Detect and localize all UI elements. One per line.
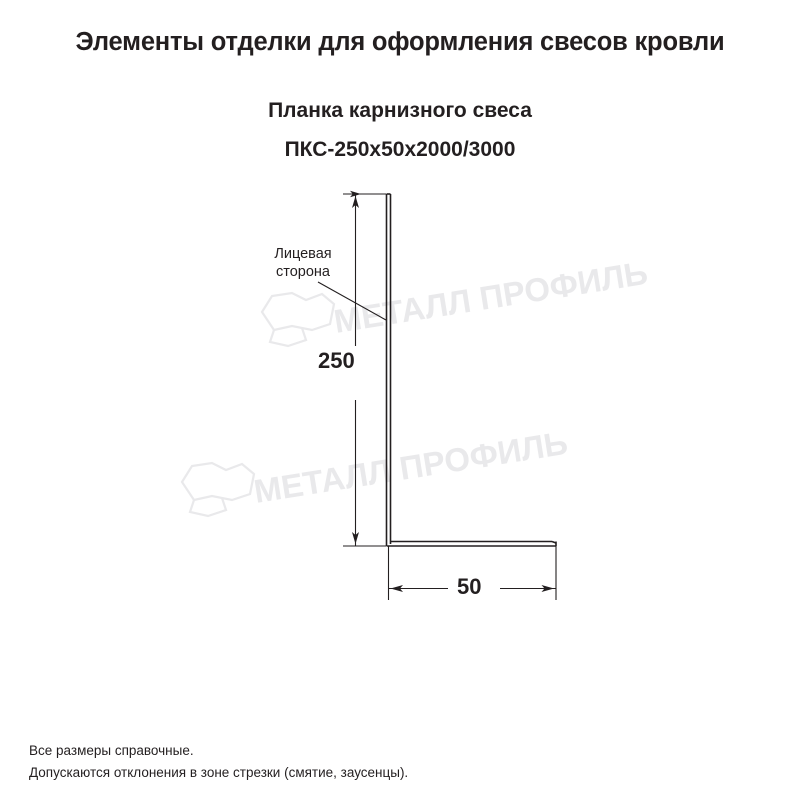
watermark-text-2: МЕТАЛЛ ПРОФИЛЬ — [251, 423, 571, 510]
watermark-text-1: МЕТАЛЛ ПРОФИЛЬ — [331, 253, 651, 340]
dimension-height-label: 250 — [318, 348, 355, 373]
face-side-label-line2: сторона — [276, 264, 330, 280]
page-title: Элементы отделки для оформления свесов кровли — [75, 28, 725, 56]
footnote-line-2: Допускаются отклонения в зоне стрезки (смятие, заусенцы). — [29, 765, 409, 780]
product-name: Планка карнизного свеса — [268, 99, 532, 122]
product-code: ПКС-250x50x2000/3000 — [284, 138, 516, 161]
face-side-label — [248, 245, 358, 281]
dimension-width-label: 50 — [457, 574, 482, 599]
face-side-label-line1: Лицевая — [274, 246, 332, 262]
footnote-line-1: Все размеры справочные. — [29, 743, 194, 758]
technical-drawing — [0, 170, 800, 640]
footnotes — [29, 740, 408, 784]
